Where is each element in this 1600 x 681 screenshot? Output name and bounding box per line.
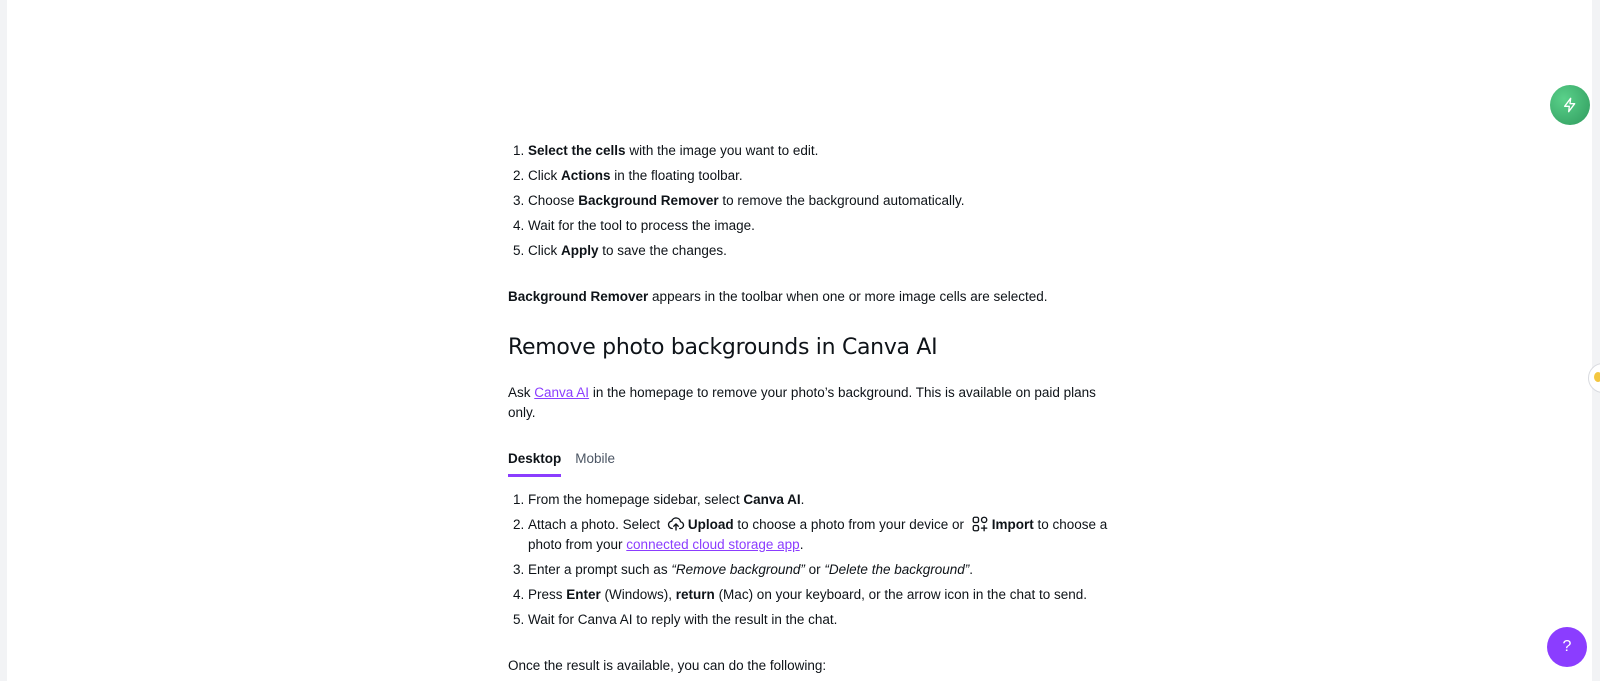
canva-ai-link[interactable]: Canva AI: [534, 385, 590, 400]
toolbar-note: Background Remover appears in the toolbar when one or more image cells are selected.: [508, 289, 1048, 304]
lightning-icon: [1562, 97, 1578, 113]
list-item: 3. Choose Background Remover to remove the background automatically.: [528, 191, 1108, 211]
tab-mobile[interactable]: Mobile: [575, 451, 616, 466]
section-title: Remove photo backgrounds in Canva AI: [508, 335, 938, 360]
left-scroll-rail: [0, 0, 7, 681]
platform-tabs: [508, 449, 1108, 477]
edit-steps-list: [508, 141, 1108, 261]
list-item: 1. From the homepage sidebar, select Canva AI.: [528, 490, 1108, 510]
intro-paragraph: Ask Canva AI in the homepage to remove your photo’s background. This is available on paid plans only.: [508, 385, 1096, 420]
list-item: 2. Attach a photo. Select Upload to choose a photo from your device or Import to choose a photo from your connected cloud storage app.: [528, 515, 1108, 555]
list-item: 3. Enter a prompt such as “Remove background” or “Delete the background”.: [528, 560, 1108, 580]
cloud-upload-icon: [667, 515, 685, 533]
widget-icon: [1594, 372, 1600, 382]
list-item: 5. Wait for Canva AI to reply with the result in the chat.: [528, 610, 1108, 630]
cloud-storage-link[interactable]: connected cloud storage app: [626, 537, 800, 552]
list-item: 5. Click Apply to save the changes.: [528, 241, 1108, 261]
list-item: 4. Press Enter (Windows), return (Mac) on your keyboard, or the arrow icon in the chat to send.: [528, 585, 1108, 605]
apps-import-icon: [971, 515, 989, 533]
outro-paragraph: Once the result is available, you can do the following:: [508, 658, 827, 673]
help-button[interactable]: ?: [1547, 627, 1587, 667]
side-widget-tab[interactable]: [1588, 363, 1600, 393]
tab-desktop[interactable]: Desktop: [508, 449, 561, 477]
article-content: [508, 141, 1108, 676]
list-item: 2. Click Actions in the floating toolbar.: [528, 166, 1108, 186]
list-item: 1. Select the cells with the image you want to edit.: [528, 141, 1108, 161]
canva-ai-steps-list: [508, 490, 1108, 630]
list-item: 4. Wait for the tool to process the image.: [528, 216, 1108, 236]
right-scroll-rail: [1592, 0, 1600, 681]
magic-action-button[interactable]: [1550, 85, 1590, 125]
